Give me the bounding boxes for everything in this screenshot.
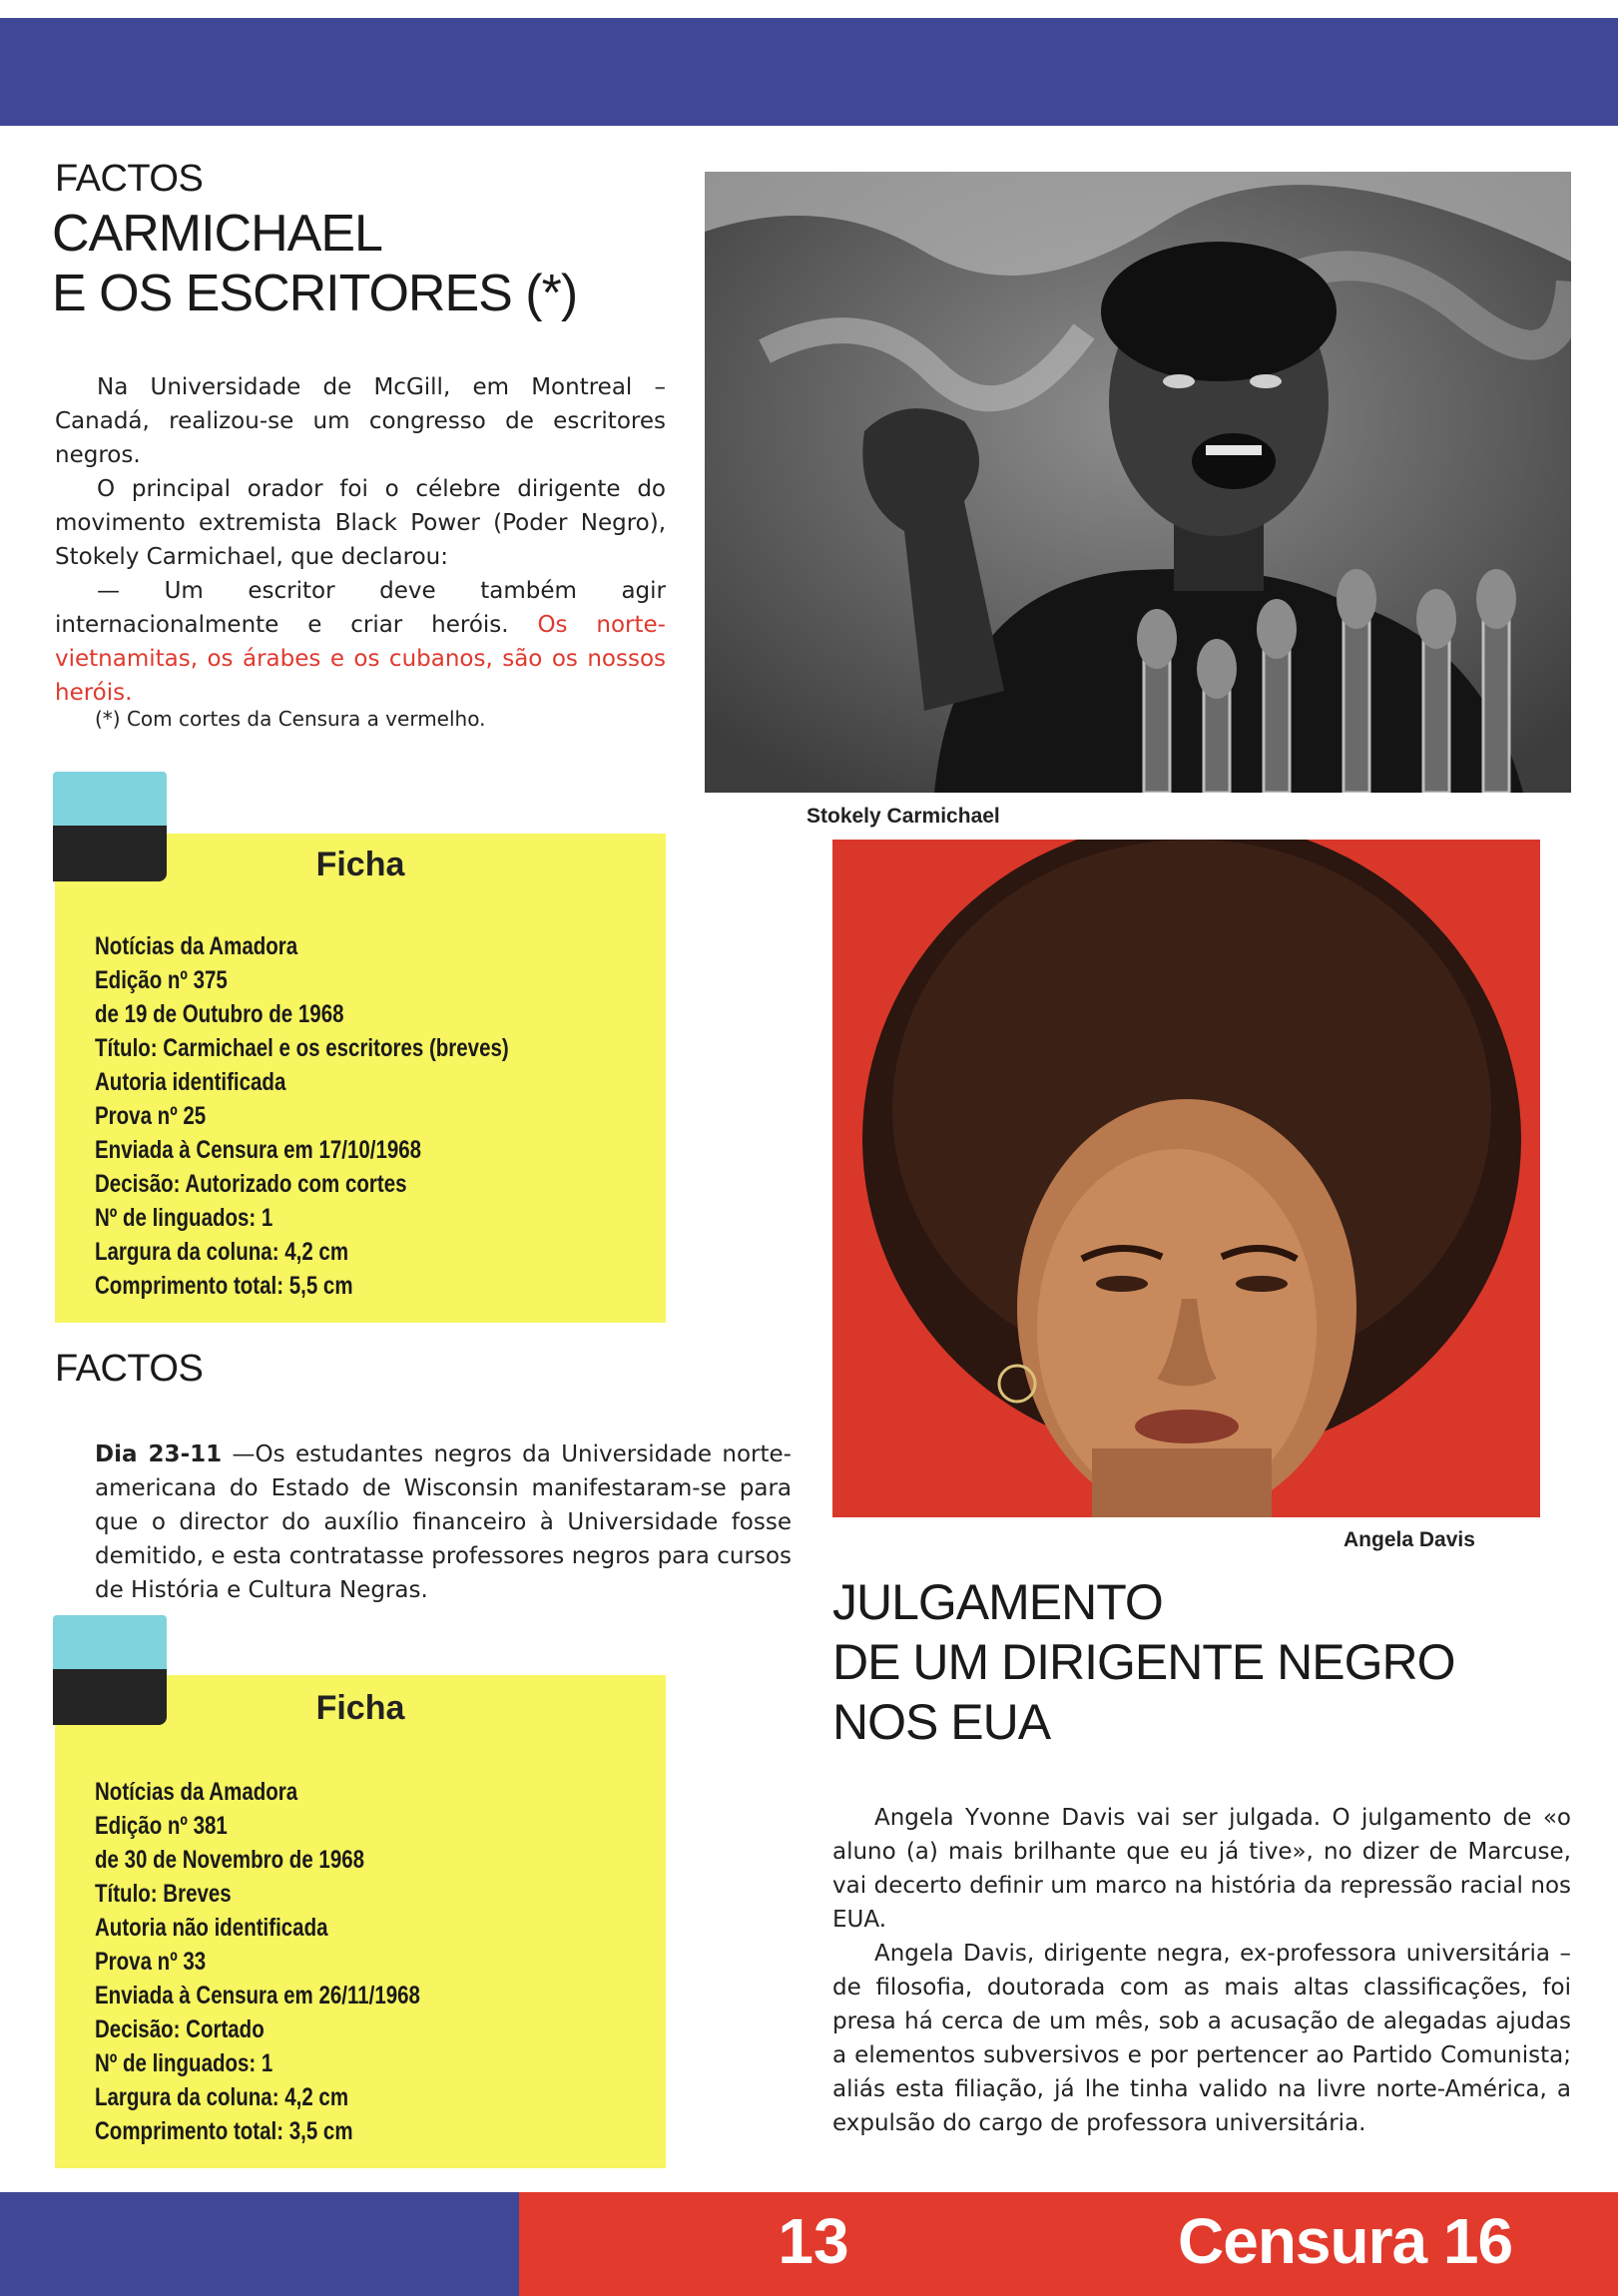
article1-headline [52, 204, 577, 323]
article1-kicker: FACTOS [55, 158, 204, 200]
article3-para1: Angela Yvonne Davis vai ser julgada. O julgamento de «o aluno (a) mais brilhante que eu já tive», no dizer de Marcuse, vai decerto definir um marco na história da repressão racial nos EUA. [832, 1805, 1571, 1933]
article1-para3-text: — Um escritor deve também agir internacionalmente e criar heróis. [55, 578, 666, 638]
ficha-line: Edição nº 375 [95, 966, 228, 994]
article3-headline-line3: NOS EUA [832, 1694, 1051, 1750]
ficha-line: Autoria não identificada [95, 1914, 328, 1942]
article1-para3 [55, 574, 666, 710]
ficha-line: Prova nº 33 [95, 1948, 207, 1976]
article2-text: —Os estudantes negros da Universidade norte-americana do Estado de Wisconsin manifestaram-se para que o director do auxílio financeiro à Universidade fosse demitido, e esta contratasse professores negros para cursos de História e Cultura Negras. [95, 1441, 792, 1603]
article2-date: Dia 23-11 [95, 1441, 223, 1467]
article3-headline-line2: DE UM DIRIGENTE NEGRO [832, 1634, 1455, 1690]
photo-angela-davis-image [832, 840, 1540, 1517]
article1-headline-line2: E OS ESCRITORES (*) [52, 265, 578, 322]
article1-footnote: (*) Com cortes da Censura a vermelho. [95, 707, 486, 731]
article3-headline-line1: JULGAMENTO [832, 1574, 1163, 1630]
publication-name: Censura 16 [1178, 2205, 1513, 2277]
ficha-line: Nº de linguados: 1 [95, 1204, 273, 1232]
article1-body [55, 370, 666, 710]
footer-band-blue [0, 2192, 519, 2296]
article3-headline [832, 1572, 1454, 1752]
ficha-tab-icon [53, 772, 167, 826]
ficha-line: Nº de linguados: 1 [95, 2049, 273, 2077]
photo-stokely-carmichael-image [705, 172, 1571, 793]
ficha-line: Enviada à Censura em 26/11/1968 [95, 1982, 420, 2009]
photo-caption-davis: Angela Davis [1344, 1528, 1475, 1551]
ficha-box-1 [55, 834, 666, 1323]
ficha1-lines [95, 929, 509, 1303]
ficha-line: Prova nº 25 [95, 1102, 207, 1130]
article1-para2: O principal orador foi o célebre dirigente do movimento extremista Black Power (Poder Negro), Stokely Carmichael, que declarou: [55, 476, 666, 570]
censored-text: Os norte-vietnamitas, os árabes e os cubanos, são os nossos heróis. [55, 612, 666, 706]
ficha-line: Título: Breves [95, 1880, 232, 1908]
ficha-line: Autoria identificada [95, 1068, 286, 1096]
ficha-line: Comprimento total: 5,5 cm [95, 1272, 353, 1300]
photo-caption-carmichael: Stokely Carmichael [807, 805, 1000, 828]
ficha-line: de 19 de Outubro de 1968 [95, 1000, 344, 1028]
article1-para1: Na Universidade de McGill, em Montreal – Canadá, realizou-se um congresso de escritores negros. [55, 374, 666, 468]
ficha-line: Comprimento total: 3,5 cm [95, 2117, 353, 2145]
ficha-line: Título: Carmichael e os escritores (breves) [95, 1034, 509, 1062]
ficha-box-2 [55, 1675, 666, 2168]
ficha-line: Decisão: Autorizado com cortes [95, 1170, 407, 1198]
article1-headline-line1: CARMICHAEL [52, 205, 382, 263]
ficha-line: Largura da coluna: 4,2 cm [95, 1238, 349, 1266]
photo-angela-davis [832, 840, 1540, 1517]
ficha2-lines [95, 1775, 420, 2148]
article2-kicker: FACTOS [55, 1348, 204, 1390]
ficha-line: de 30 de Novembro de 1968 [95, 1846, 365, 1874]
header-band [0, 18, 1618, 126]
article3-para2: Angela Davis, dirigente negra, ex-professora universitária – de filosofia, doutorada com as mais altas classificações, foi presa há cerca de um mês, sob a acusação de alegadas ajudas a elementos subversivos e por pertencer ao Partido Comunista; aliás esta filiação, já lhe tinha valido na livre norte-América, a expulsão do cargo de professora universitária. [832, 1941, 1571, 2136]
ficha-line: Notícias da Amadora [95, 1778, 298, 1806]
article3-body [832, 1801, 1571, 2140]
photo-stokely-carmichael [705, 172, 1571, 793]
article2-body [95, 1437, 792, 1607]
ficha-line: Edição nº 381 [95, 1812, 228, 1840]
page-number: 13 [778, 2205, 849, 2277]
article2-para [95, 1437, 792, 1607]
ficha-tab-icon [53, 1615, 167, 1669]
ficha-line: Notícias da Amadora [95, 932, 298, 960]
ficha-line: Enviada à Censura em 17/10/1968 [95, 1136, 422, 1164]
ficha-title: Ficha [315, 846, 405, 883]
ficha-line: Decisão: Cortado [95, 2015, 265, 2043]
ficha-title: Ficha [315, 1689, 405, 1727]
ficha-line: Largura da coluna: 4,2 cm [95, 2083, 349, 2111]
